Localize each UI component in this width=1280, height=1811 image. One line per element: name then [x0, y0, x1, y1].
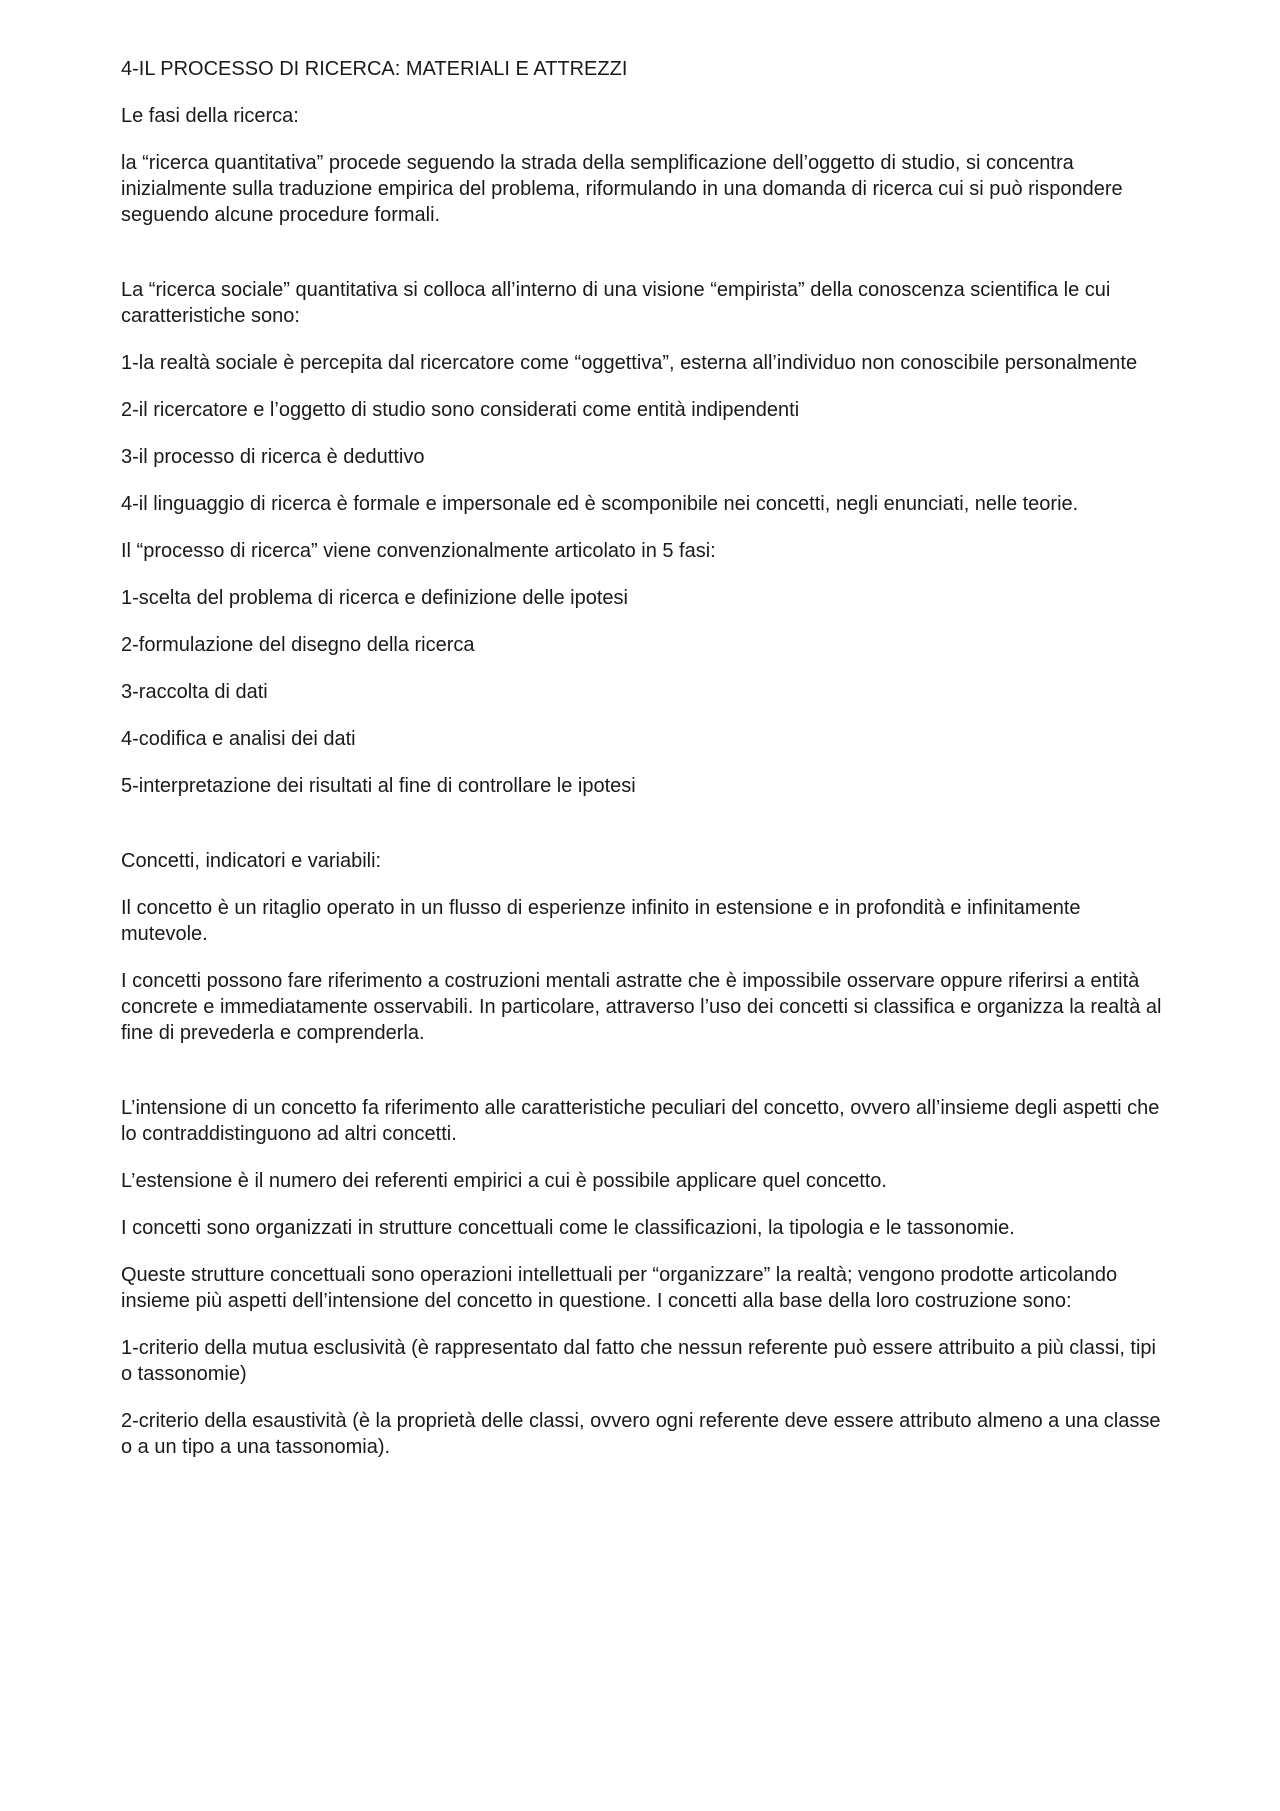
list-item-phase-1: 1-scelta del problema di ricerca e definizione delle ipotesi: [121, 587, 628, 609]
list-item-phase-5: 5-interpretazione dei risultati al fine di controllare le ipotesi: [121, 775, 636, 797]
list-item-phase-4: 4-codifica e analisi dei dati: [121, 728, 356, 750]
paragraph-quantitative-intro: la “ricerca quantitativa” procede seguendo la strada della semplificazione dell’oggetto di studio, si concentra inizialmente sulla traduzione empirica del problema, riformulando in una domanda di ricerca cui si può rispondere seguendo alcune procedure formali.: [121, 152, 1123, 226]
list-item-phase-2: 2-formulazione del disegno della ricerca: [121, 634, 475, 656]
list-item-characteristic-3: 3-il processo di ricerca è deduttivo: [121, 446, 425, 468]
paragraph-process-intro: Il “processo di ricerca” viene convenzionalmente articolato in 5 fasi:: [121, 540, 716, 562]
list-item-criterion-2: 2-criterio della esaustività (è la proprietà delle classi, ovvero ogni referente deve essere attributo almeno a una classe o a un tipo a una tassonomia).: [121, 1410, 1161, 1458]
section-heading-phases: Le fasi della ricerca:: [121, 105, 299, 127]
section-heading-concepts: Concetti, indicatori e variabili:: [121, 850, 382, 872]
list-item-characteristic-2: 2-il ricercatore e l’oggetto di studio sono considerati come entità indipendenti: [121, 399, 800, 421]
paragraph-extension: L’estensione è il numero dei referenti empirici a cui è possibile applicare quel concetto.: [121, 1170, 887, 1192]
paragraph-intension: L’intensione di un concetto fa riferimento alle caratteristiche peculiari del concetto, ovvero all’insieme degli aspetti che lo contraddistinguono ad altri concetti.: [121, 1097, 1160, 1145]
paragraph-concept-definition: Il concetto è un ritaglio operato in un flusso di esperienze infinito in estensione e in profondità e infinitamente mutevole.: [121, 897, 1081, 945]
list-item-criterion-1: 1-criterio della mutua esclusività (è rappresentato dal fatto che nessun referente può essere attribuito a più classi, tipi o tassonomie): [121, 1337, 1156, 1385]
paragraph-social-research: La “ricerca sociale” quantitativa si colloca all’interno di una visione “empirista” della conoscenza scientifica le cui caratteristiche sono:: [121, 279, 1111, 327]
document-page: [121, 56, 1171, 1481]
paragraph-concept-references: I concetti possono fare riferimento a costruzioni mentali astratte che è impossibile osservare oppure riferirsi a entità concrete e immediatamente osservabili. In particolare, attraverso l’uso dei concetti si classifica e organizza la realtà al fine di prevederla e comprenderla.: [121, 970, 1162, 1044]
list-item-phase-3: 3-raccolta di dati: [121, 681, 268, 703]
list-item-characteristic-1: 1-la realtà sociale è percepita dal ricercatore come “oggettiva”, esterna all’individuo non conoscibile personalmente: [121, 352, 1138, 374]
paragraph-structures: I concetti sono organizzati in strutture concettuali come le classificazioni, la tipologia e le tassonomie.: [121, 1217, 1015, 1239]
list-item-characteristic-4: 4-il linguaggio di ricerca è formale e impersonale ed è scomponibile nei concetti, negli enunciati, nelle teorie.: [121, 493, 1079, 515]
document-title: 4-IL PROCESSO DI RICERCA: MATERIALI E ATTREZZI: [121, 58, 628, 80]
paragraph-structures-operations: Queste strutture concettuali sono operazioni intellettuali per “organizzare” la realtà; vengono prodotte articolando insieme più aspetti dell’intensione del concetto in questione. I concetti alla base della loro costruzione sono:: [121, 1264, 1118, 1312]
